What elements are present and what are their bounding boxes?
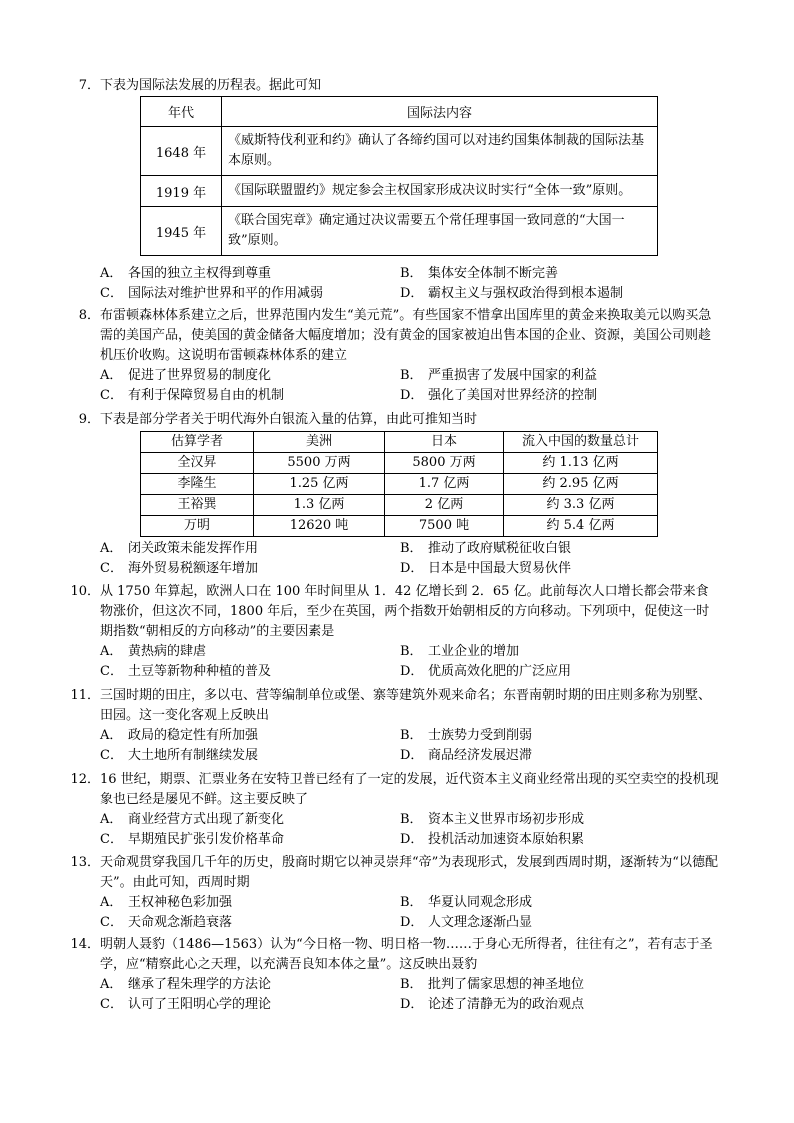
option-text: 推动了政府赋税征收白银 [428,541,572,556]
option-text: 投机活动加速资本原始积累 [428,832,585,847]
option-text: 资本主义世界市场初步形成 [428,812,585,827]
option-text: 集体安全体制不断完善 [428,266,559,281]
table-cell: 《联合国宪章》确定通过决议需要五个常任理事国一致同意的“大国一致”原则。 [222,207,658,256]
option-a[interactable] [100,726,400,746]
question-13 [70,853,720,933]
option-key: A． [100,895,123,910]
option-key: D． [400,561,424,576]
option-text: 继承了程朱理学的方法论 [128,977,272,992]
table-row [141,474,658,495]
option-key: B． [400,895,423,910]
table-cell: 王裕巽 [141,495,254,516]
option-key: D． [400,388,424,403]
option-key: D． [400,286,424,301]
option-c[interactable] [100,830,400,850]
option-b[interactable] [400,726,700,746]
table-cell: 《国际联盟盟约》规定参会主权国家形成决议时实行“全体一致”原则。 [222,176,658,207]
question-14 [70,935,720,1015]
option-text: 政局的稳定性有所加强 [128,728,259,743]
option-b[interactable] [400,539,700,559]
option-b[interactable] [400,893,700,913]
option-key: D． [400,664,424,679]
option-key: D． [400,832,424,847]
table-cell: 1.7 亿两 [385,474,504,495]
option-text: 早期殖民扩张引发价格革命 [128,832,285,847]
option-text: 土豆等新物种种植的普及 [128,664,272,679]
question-stem [70,853,720,893]
table-cell: 1.3 亿两 [254,495,385,516]
table-row [141,127,658,176]
option-text: 工业企业的增加 [428,644,520,659]
silver-inflow-table [140,431,658,537]
option-text: 商业经营方式出现了新变化 [128,812,285,827]
option-key: B． [400,812,423,827]
question-text: 布雷顿森林体系建立之后，世界范围内发生“美元荒”。有些国家不惜拿出国库里的黄金来换取美元以购买急需的美国产品，使美国的黄金储备大幅度增加；没有黄金的国家被迫出售本国的企业、资源，美国公司则趁机压价收购。这说明布雷顿森林体系的建立 [100,308,712,363]
option-key: D． [400,915,424,930]
option-key: A． [100,368,123,383]
option-text: 日本是中国最大贸易伙伴 [428,561,572,576]
option-b[interactable] [400,366,700,386]
option-d[interactable] [400,746,700,766]
option-key: B． [400,728,423,743]
option-key: A． [100,644,123,659]
table-header-row [141,97,658,127]
option-key: C． [100,915,123,930]
question-stem [70,410,720,430]
question-text: 天命观贯穿我国几千年的历史，殷商时期它以神灵崇拜“帝”为表现形式，发展到西周时期，逐渐转为“以德配天”。由此可知，西周时期 [100,855,718,890]
table-row [141,207,658,256]
option-d[interactable] [400,662,700,682]
question-stem [70,76,720,96]
table-header-cell: 日本 [385,432,504,453]
table-cell: 李隆生 [141,474,254,495]
option-text: 论述了清静无为的政治观点 [428,997,585,1012]
option-a[interactable] [100,810,400,830]
option-key: C． [100,561,123,576]
question-number: 14． [70,937,100,952]
option-c[interactable] [100,559,400,579]
option-a[interactable] [100,539,400,559]
question-9-options [70,539,720,579]
option-text: 霸权主义与强权政治得到根本遏制 [428,286,624,301]
table-header-cell: 年代 [141,97,222,127]
option-b[interactable] [400,975,700,995]
question-stem [70,306,720,366]
option-c[interactable] [100,386,400,406]
table-cell: 12620 吨 [254,516,385,537]
option-c[interactable] [100,995,400,1015]
option-text: 批判了儒家思想的神圣地位 [428,977,585,992]
option-text: 优质高效化肥的广泛应用 [428,664,572,679]
option-key: D． [400,748,424,763]
option-key: B． [400,977,423,992]
table-cell: 万明 [141,516,254,537]
option-text: 认可了王阳明心学的理论 [128,997,272,1012]
question-number: 8． [78,308,100,323]
table-cell: 5500 万两 [254,453,385,474]
option-key: C． [100,286,123,301]
table-cell: 《威斯特伐利亚和约》确认了各缔约国可以对违约国集体制裁的国际法基本原则。 [222,127,658,176]
question-8 [70,306,720,406]
option-c[interactable] [100,662,400,682]
table-row [141,176,658,207]
table-cell: 1648 年 [141,127,222,176]
question-text: 从 1750 年算起，欧洲人口在 100 年时间里从 1．42 亿增长到 2．65 亿。此前每次人口增长都会带来食物涨价，但这次不同，1800 年后，至少在英国，两个指数开始朝相反的方向移动。下列项中，促使这一时期指数“朝相反的方向移动”的主要因素是 [100,584,710,639]
table-cell: 7500 吨 [385,516,504,537]
option-a[interactable] [100,975,400,995]
option-text: 促进了世界贸易的制度化 [128,368,272,383]
table-row [141,495,658,516]
option-text: 强化了美国对世界经济的控制 [428,388,598,403]
question-stem [70,935,720,975]
question-number: 11． [70,688,100,703]
option-text: 大土地所有制继续发展 [128,748,259,763]
option-text: 商品经济发展迟滞 [428,748,533,763]
option-b[interactable] [400,642,700,662]
option-text: 严重损害了发展中国家的利益 [428,368,598,383]
table-cell: 全汉昇 [141,453,254,474]
option-a[interactable] [100,366,400,386]
option-key: D． [400,997,424,1012]
table-header-cell: 估算学者 [141,432,254,453]
question-stem [70,770,720,810]
option-a[interactable] [100,893,400,913]
option-text: 有利于保障贸易自由的机制 [128,388,285,403]
question-number: 12． [70,772,100,787]
option-key: B． [400,644,423,659]
option-b[interactable] [400,810,700,830]
table-cell: 1919 年 [141,176,222,207]
table-row [141,516,658,537]
table-cell: 约 5.4 亿两 [504,516,658,537]
table-row [141,453,658,474]
option-key: C． [100,832,123,847]
table-cell: 约 2.95 亿两 [504,474,658,495]
option-text: 华夏认同观念形成 [428,895,533,910]
option-text: 海外贸易税额逐年增加 [128,561,259,576]
table-cell: 约 1.13 亿两 [504,453,658,474]
option-text: 国际法对维护世界和平的作用减弱 [128,286,324,301]
option-key: A． [100,728,123,743]
table-cell: 约 3.3 亿两 [504,495,658,516]
option-key: A． [100,266,123,281]
law-history-table [140,96,658,256]
option-text: 天命观念渐趋衰落 [128,915,233,930]
question-text: 明朝人聂豹（1486—1563）认为“今日格一物、明日格一物……于身心无所得者，往往有之”，若有志于圣学，应“精察此心之天理，以充满吾良知本体之量”。这反映出聂豹 [100,937,713,972]
table-header-cell: 流入中国的数量总计 [504,432,658,453]
table-cell: 1.25 亿两 [254,474,385,495]
option-c[interactable] [100,913,400,933]
option-key: C． [100,664,123,679]
question-number: 10． [70,584,100,599]
option-c[interactable] [100,746,400,766]
option-key: C． [100,388,123,403]
option-key: C． [100,748,123,763]
question-11 [70,686,720,766]
question-number: 13． [70,855,100,870]
table-header-cell: 国际法内容 [222,97,658,127]
question-text: 下表是部分学者关于明代海外白银流入量的估算，由此可推知当时 [100,412,478,427]
table-cell: 1945 年 [141,207,222,256]
option-text: 黄热病的肆虐 [128,644,207,659]
question-number: 9． [78,412,100,427]
option-c[interactable] [100,284,400,304]
table-cell: 2 亿两 [385,495,504,516]
question-7-options [70,264,720,304]
option-d[interactable] [400,995,700,1015]
table-cell: 5800 万两 [385,453,504,474]
option-d[interactable] [400,386,700,406]
table-header-row [141,432,658,453]
question-number: 7． [78,78,100,93]
option-key: B． [400,541,423,556]
table-header-cell: 美洲 [254,432,385,453]
option-key: A． [100,977,123,992]
option-d[interactable] [400,559,700,579]
option-a[interactable] [100,264,400,284]
option-text: 王权神秘色彩加强 [128,895,233,910]
question-7 [70,76,720,96]
option-text: 各国的独立主权得到尊重 [128,266,272,281]
option-d[interactable] [400,830,700,850]
option-key: B． [400,266,423,281]
question-stem [70,582,720,642]
option-key: B． [400,368,423,383]
option-key: C． [100,997,123,1012]
question-text: 三国时期的田庄，多以屯、营等编制单位或堡、寨等建筑外观来命名；东晋南朝时期的田庄则多称为别墅、田园。这一变化客观上反映出 [100,688,712,723]
option-text: 闭关政策未能发挥作用 [128,541,259,556]
question-12 [70,770,720,850]
question-10 [70,582,720,682]
option-text: 士族势力受到削弱 [428,728,533,743]
question-9 [70,410,720,430]
option-a[interactable] [100,642,400,662]
option-b[interactable] [400,264,700,284]
option-d[interactable] [400,284,700,304]
option-d[interactable] [400,913,700,933]
question-text: 16 世纪，期票、汇票业务在安特卫普已经有了一定的发展，近代资本主义商业经常出现的买空卖空的投机现象也已经是屡见不鲜。这主要反映了 [100,772,719,807]
option-key: A． [100,541,123,556]
option-text: 人文理念逐渐凸显 [428,915,533,930]
question-stem [70,686,720,726]
question-text: 下表为国际法发展的历程表。据此可知 [100,78,322,93]
option-key: A． [100,812,123,827]
